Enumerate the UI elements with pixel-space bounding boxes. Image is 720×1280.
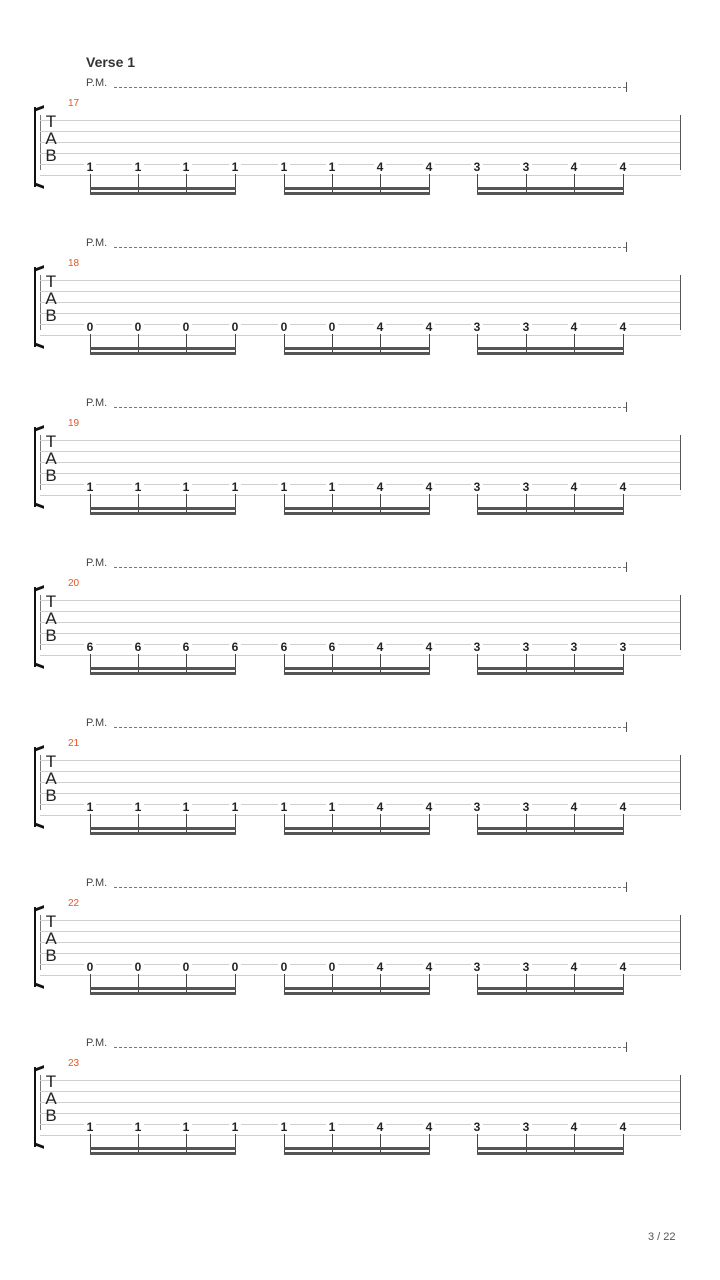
palm-mute-label: P.M. bbox=[86, 557, 108, 569]
note-beam bbox=[284, 187, 430, 190]
tab-clef-letter: T bbox=[45, 592, 57, 611]
tab-clef-letter: B bbox=[45, 466, 57, 485]
staff-line bbox=[40, 920, 681, 921]
fret-number: 4 bbox=[423, 1120, 435, 1134]
staff-line bbox=[40, 942, 681, 943]
fret-number: 1 bbox=[326, 1120, 338, 1134]
fret-number: 4 bbox=[617, 960, 629, 974]
palm-mute-line bbox=[114, 887, 626, 888]
fret-number: 1 bbox=[229, 1120, 241, 1134]
note-beam bbox=[284, 192, 430, 195]
fret-number: 3 bbox=[471, 640, 483, 654]
note-beam bbox=[284, 832, 430, 835]
note-beam bbox=[90, 1152, 236, 1155]
tab-clef-letter: B bbox=[45, 306, 57, 325]
fret-number: 4 bbox=[374, 960, 386, 974]
note-beam bbox=[90, 672, 236, 675]
fret-number: 3 bbox=[471, 800, 483, 814]
palm-mute-line bbox=[114, 87, 626, 88]
note-beam bbox=[477, 192, 624, 195]
palm-mute-label: P.M. bbox=[86, 717, 108, 729]
fret-number: 0 bbox=[180, 320, 192, 334]
note-beam bbox=[90, 827, 236, 830]
staff-line bbox=[40, 1080, 681, 1081]
fret-number: 3 bbox=[617, 640, 629, 654]
fret-number: 4 bbox=[374, 640, 386, 654]
palm-mute-label: P.M. bbox=[86, 397, 108, 409]
fret-number: 4 bbox=[617, 480, 629, 494]
fret-number: 4 bbox=[568, 320, 580, 334]
palm-mute-end bbox=[626, 882, 627, 892]
note-beam bbox=[284, 827, 430, 830]
fret-number: 1 bbox=[278, 1120, 290, 1134]
staff-line bbox=[40, 815, 681, 816]
fret-number: 4 bbox=[423, 480, 435, 494]
barline bbox=[680, 115, 681, 170]
palm-mute-end bbox=[626, 242, 627, 252]
palm-mute-end bbox=[626, 562, 627, 572]
fret-number: 4 bbox=[423, 160, 435, 174]
fret-number: 4 bbox=[568, 800, 580, 814]
fret-number: 3 bbox=[471, 320, 483, 334]
note-beam bbox=[477, 1152, 624, 1155]
fret-number: 6 bbox=[84, 640, 96, 654]
fret-number: 1 bbox=[84, 480, 96, 494]
fret-number: 1 bbox=[84, 800, 96, 814]
fret-number: 0 bbox=[326, 960, 338, 974]
staff-line bbox=[40, 611, 681, 612]
note-beam bbox=[284, 352, 430, 355]
fret-number: 4 bbox=[617, 320, 629, 334]
measure-number: 22 bbox=[68, 898, 80, 909]
fret-number: 3 bbox=[520, 1120, 532, 1134]
fret-number: 3 bbox=[520, 480, 532, 494]
fret-number: 4 bbox=[568, 160, 580, 174]
fret-number: 3 bbox=[520, 800, 532, 814]
note-beam bbox=[477, 987, 624, 990]
note-beam bbox=[90, 832, 236, 835]
fret-number: 1 bbox=[326, 480, 338, 494]
tab-clef-letter: A bbox=[45, 929, 57, 948]
note-beam bbox=[477, 667, 624, 670]
fret-number: 1 bbox=[180, 1120, 192, 1134]
note-beam bbox=[284, 672, 430, 675]
fret-number: 4 bbox=[617, 1120, 629, 1134]
fret-number: 4 bbox=[374, 1120, 386, 1134]
staff-line bbox=[40, 655, 681, 656]
measure-number: 18 bbox=[68, 258, 80, 269]
fret-number: 1 bbox=[180, 160, 192, 174]
fret-number: 4 bbox=[568, 1120, 580, 1134]
tab-clef-letter: T bbox=[45, 752, 57, 771]
palm-mute-line bbox=[114, 1047, 626, 1048]
note-beam bbox=[284, 507, 430, 510]
palm-mute-line bbox=[114, 567, 626, 568]
palm-mute-end bbox=[626, 402, 627, 412]
fret-number: 1 bbox=[180, 800, 192, 814]
note-beam bbox=[90, 667, 236, 670]
staff-line bbox=[40, 1091, 681, 1092]
measure-number: 20 bbox=[68, 578, 80, 589]
fret-number: 0 bbox=[132, 320, 144, 334]
tab-clef-letter: A bbox=[45, 769, 57, 788]
palm-mute-end bbox=[626, 722, 627, 732]
fret-number: 6 bbox=[278, 640, 290, 654]
tab-system bbox=[0, 397, 720, 567]
staff-line bbox=[40, 1113, 681, 1114]
fret-number: 0 bbox=[84, 960, 96, 974]
staff-line bbox=[40, 175, 681, 176]
note-beam bbox=[477, 992, 624, 995]
measure-number: 23 bbox=[68, 1058, 80, 1069]
measure-number: 17 bbox=[68, 98, 80, 109]
tab-clef-letter: T bbox=[45, 912, 57, 931]
fret-number: 0 bbox=[84, 320, 96, 334]
fret-number: 1 bbox=[229, 480, 241, 494]
barline bbox=[680, 1075, 681, 1130]
fret-number: 6 bbox=[326, 640, 338, 654]
staff-line bbox=[40, 440, 681, 441]
fret-number: 0 bbox=[229, 960, 241, 974]
staff-line bbox=[40, 1102, 681, 1103]
fret-number: 1 bbox=[326, 160, 338, 174]
tab-clef-letter: B bbox=[45, 146, 57, 165]
staff-line bbox=[40, 633, 681, 634]
fret-number: 1 bbox=[180, 480, 192, 494]
barline bbox=[680, 275, 681, 330]
fret-number: 1 bbox=[132, 800, 144, 814]
tab-clef-letter: B bbox=[45, 1106, 57, 1125]
note-beam bbox=[284, 992, 430, 995]
tab-clef-letter: T bbox=[45, 1072, 57, 1091]
staff-line bbox=[40, 153, 681, 154]
note-beam bbox=[90, 1147, 236, 1150]
fret-number: 4 bbox=[423, 320, 435, 334]
staff-line bbox=[40, 975, 681, 976]
barline bbox=[680, 595, 681, 650]
note-beam bbox=[477, 507, 624, 510]
note-beam bbox=[477, 512, 624, 515]
fret-number: 4 bbox=[374, 480, 386, 494]
fret-number: 3 bbox=[471, 960, 483, 974]
note-beam bbox=[90, 352, 236, 355]
tab-system bbox=[0, 237, 720, 407]
fret-number: 3 bbox=[520, 960, 532, 974]
fret-number: 1 bbox=[84, 160, 96, 174]
note-beam bbox=[477, 827, 624, 830]
staff-line bbox=[40, 462, 681, 463]
note-beam bbox=[284, 987, 430, 990]
barline bbox=[680, 915, 681, 970]
section-title: Verse 1 bbox=[86, 54, 136, 70]
tab-system bbox=[0, 557, 720, 727]
note-beam bbox=[90, 987, 236, 990]
note-beam bbox=[284, 512, 430, 515]
palm-mute-label: P.M. bbox=[86, 1037, 108, 1049]
staff-line bbox=[40, 302, 681, 303]
fret-number: 3 bbox=[471, 1120, 483, 1134]
palm-mute-label: P.M. bbox=[86, 237, 108, 249]
fret-number: 3 bbox=[520, 640, 532, 654]
fret-number: 1 bbox=[278, 480, 290, 494]
staff-line bbox=[40, 622, 681, 623]
page-number: 3 / 22 bbox=[648, 1231, 676, 1243]
fret-number: 6 bbox=[180, 640, 192, 654]
fret-number: 4 bbox=[617, 160, 629, 174]
barline bbox=[680, 755, 681, 810]
note-beam bbox=[477, 347, 624, 350]
fret-number: 0 bbox=[180, 960, 192, 974]
note-beam bbox=[90, 192, 236, 195]
tab-system bbox=[0, 77, 720, 247]
note-beam bbox=[477, 187, 624, 190]
fret-number: 1 bbox=[278, 800, 290, 814]
note-beam bbox=[284, 347, 430, 350]
fret-number: 3 bbox=[520, 320, 532, 334]
note-beam bbox=[284, 667, 430, 670]
fret-number: 3 bbox=[568, 640, 580, 654]
palm-mute-end bbox=[626, 1042, 627, 1052]
measure-number: 19 bbox=[68, 418, 80, 429]
staff-line bbox=[40, 291, 681, 292]
staff-line bbox=[40, 280, 681, 281]
tab-clef-letter: T bbox=[45, 112, 57, 131]
fret-number: 0 bbox=[132, 960, 144, 974]
fret-number: 4 bbox=[568, 480, 580, 494]
fret-number: 1 bbox=[132, 160, 144, 174]
note-beam bbox=[90, 992, 236, 995]
fret-number: 1 bbox=[278, 160, 290, 174]
note-beam bbox=[90, 187, 236, 190]
tab-clef-letter: A bbox=[45, 1089, 57, 1108]
fret-number: 1 bbox=[229, 160, 241, 174]
fret-number: 1 bbox=[84, 1120, 96, 1134]
note-beam bbox=[284, 1152, 430, 1155]
tab-clef-letter: A bbox=[45, 609, 57, 628]
staff-line bbox=[40, 931, 681, 932]
fret-number: 0 bbox=[229, 320, 241, 334]
fret-number: 6 bbox=[132, 640, 144, 654]
staff-line bbox=[40, 142, 681, 143]
fret-number: 4 bbox=[617, 800, 629, 814]
note-beam bbox=[90, 347, 236, 350]
staff-line bbox=[40, 451, 681, 452]
note-beam bbox=[477, 352, 624, 355]
palm-mute-label: P.M. bbox=[86, 77, 108, 89]
staff-line bbox=[40, 782, 681, 783]
tab-clef-letter: B bbox=[45, 626, 57, 645]
fret-number: 0 bbox=[326, 320, 338, 334]
fret-number: 1 bbox=[132, 1120, 144, 1134]
fret-number: 3 bbox=[471, 480, 483, 494]
staff-line bbox=[40, 1135, 681, 1136]
tab-clef-letter: A bbox=[45, 449, 57, 468]
fret-number: 6 bbox=[229, 640, 241, 654]
staff-line bbox=[40, 131, 681, 132]
tab-clef-letter: T bbox=[45, 272, 57, 291]
staff-line bbox=[40, 335, 681, 336]
staff-line bbox=[40, 495, 681, 496]
fret-number: 4 bbox=[374, 160, 386, 174]
tab-system bbox=[0, 877, 720, 1047]
palm-mute-line bbox=[114, 247, 626, 248]
fret-number: 4 bbox=[374, 800, 386, 814]
fret-number: 1 bbox=[326, 800, 338, 814]
tab-system bbox=[0, 1037, 720, 1207]
note-beam bbox=[90, 507, 236, 510]
tab-clef-letter: B bbox=[45, 946, 57, 965]
fret-number: 0 bbox=[278, 320, 290, 334]
fret-number: 4 bbox=[423, 960, 435, 974]
fret-number: 1 bbox=[132, 480, 144, 494]
fret-number: 4 bbox=[423, 640, 435, 654]
fret-number: 3 bbox=[471, 160, 483, 174]
tab-system bbox=[0, 717, 720, 887]
fret-number: 4 bbox=[374, 320, 386, 334]
note-beam bbox=[477, 672, 624, 675]
palm-mute-line bbox=[114, 407, 626, 408]
staff-line bbox=[40, 760, 681, 761]
note-beam bbox=[477, 1147, 624, 1150]
barline bbox=[680, 435, 681, 490]
tab-clef-letter: T bbox=[45, 432, 57, 451]
tab-clef-letter: A bbox=[45, 129, 57, 148]
staff-line bbox=[40, 313, 681, 314]
note-beam bbox=[477, 832, 624, 835]
palm-mute-end bbox=[626, 82, 627, 92]
fret-number: 3 bbox=[520, 160, 532, 174]
fret-number: 4 bbox=[423, 800, 435, 814]
staff-line bbox=[40, 793, 681, 794]
measure-number: 21 bbox=[68, 738, 80, 749]
staff-line bbox=[40, 473, 681, 474]
note-beam bbox=[284, 1147, 430, 1150]
palm-mute-label: P.M. bbox=[86, 877, 108, 889]
palm-mute-line bbox=[114, 727, 626, 728]
fret-number: 4 bbox=[568, 960, 580, 974]
tab-clef-letter: B bbox=[45, 786, 57, 805]
fret-number: 1 bbox=[229, 800, 241, 814]
tab-clef-letter: A bbox=[45, 289, 57, 308]
staff-line bbox=[40, 120, 681, 121]
staff-line bbox=[40, 600, 681, 601]
staff-line bbox=[40, 953, 681, 954]
fret-number: 0 bbox=[278, 960, 290, 974]
staff-line bbox=[40, 771, 681, 772]
note-beam bbox=[90, 512, 236, 515]
